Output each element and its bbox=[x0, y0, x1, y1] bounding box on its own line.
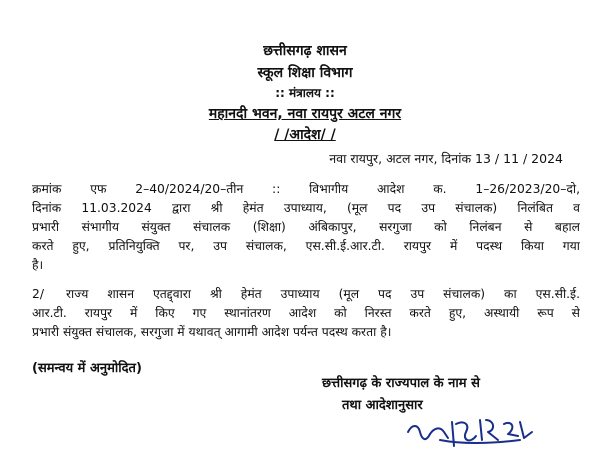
handwritten-signature bbox=[400, 410, 540, 450]
paragraph-2 bbox=[32, 285, 580, 342]
date-line: नवा रायपुर, अटल नगर, दिनांक 13 / 11 / 2024 bbox=[329, 151, 563, 166]
signature-line-2: तथा आदेशानुसार bbox=[342, 398, 423, 413]
paragraph-number: 2/ bbox=[32, 287, 44, 301]
paragraph-2-line: प्रभारी संयुक्त संचालक, सरगुजा में यथावत् आगामी आदेश पर्यन्त पदस्थ करता है। bbox=[32, 325, 392, 339]
order-title: / /आदेश/ / bbox=[274, 127, 336, 143]
paragraph-2-line-first bbox=[32, 285, 580, 304]
paragraph-1-line: करते हुए, प्रतिनियुक्ति पर, उप संचालक, एस.सी.ई.आर.टी. रायपुर में पदस्थ किया गया bbox=[32, 239, 580, 253]
paragraph-1-line: प्रभारी संभागीय संयुक्त संचालक (शिक्षा) अंबिकापुर, सरगुजा को निलंबन से बहाल bbox=[32, 220, 580, 234]
paragraph-1 bbox=[32, 180, 580, 275]
government-heading: छत्तीसगढ़ शासन bbox=[263, 43, 347, 59]
paragraph-2-line: आर.टी. रायपुर में किए गए स्थानांतरण आदेश को निरस्त करते हुए, अस्थायी रूप से bbox=[32, 306, 580, 320]
address-heading: महानदी भवन, नवा रायपुर अटल नगर bbox=[208, 106, 402, 122]
signature-line-1: छत्तीसगढ़ के राज्यपाल के नाम से bbox=[322, 376, 480, 391]
approval-note: (समन्वय में अनुमोदित) bbox=[32, 361, 142, 376]
ministry-heading: :: मंत्रालय :: bbox=[275, 86, 335, 100]
department-heading: स्कूल शिक्षा विभाग bbox=[257, 65, 353, 81]
paragraph-1-line: दिनांक 11.03.2024 द्वारा श्री हेमंत उपाध्याय, (मूल पद उप संचालक) निलंबित व bbox=[32, 201, 580, 215]
paragraph-2-line: राज्य शासन एतद्द्वारा श्री हेमंत उपाध्याय (मूल पद उप संचालक) का एस.सी.ई. bbox=[66, 287, 580, 301]
paragraph-1-line: है। bbox=[32, 258, 44, 272]
paragraph-1-line: क्रमांक एफ 2–40/2024/20–तीन :: विभागीय आदेश क. 1–26/2023/20–दो, bbox=[32, 182, 580, 196]
